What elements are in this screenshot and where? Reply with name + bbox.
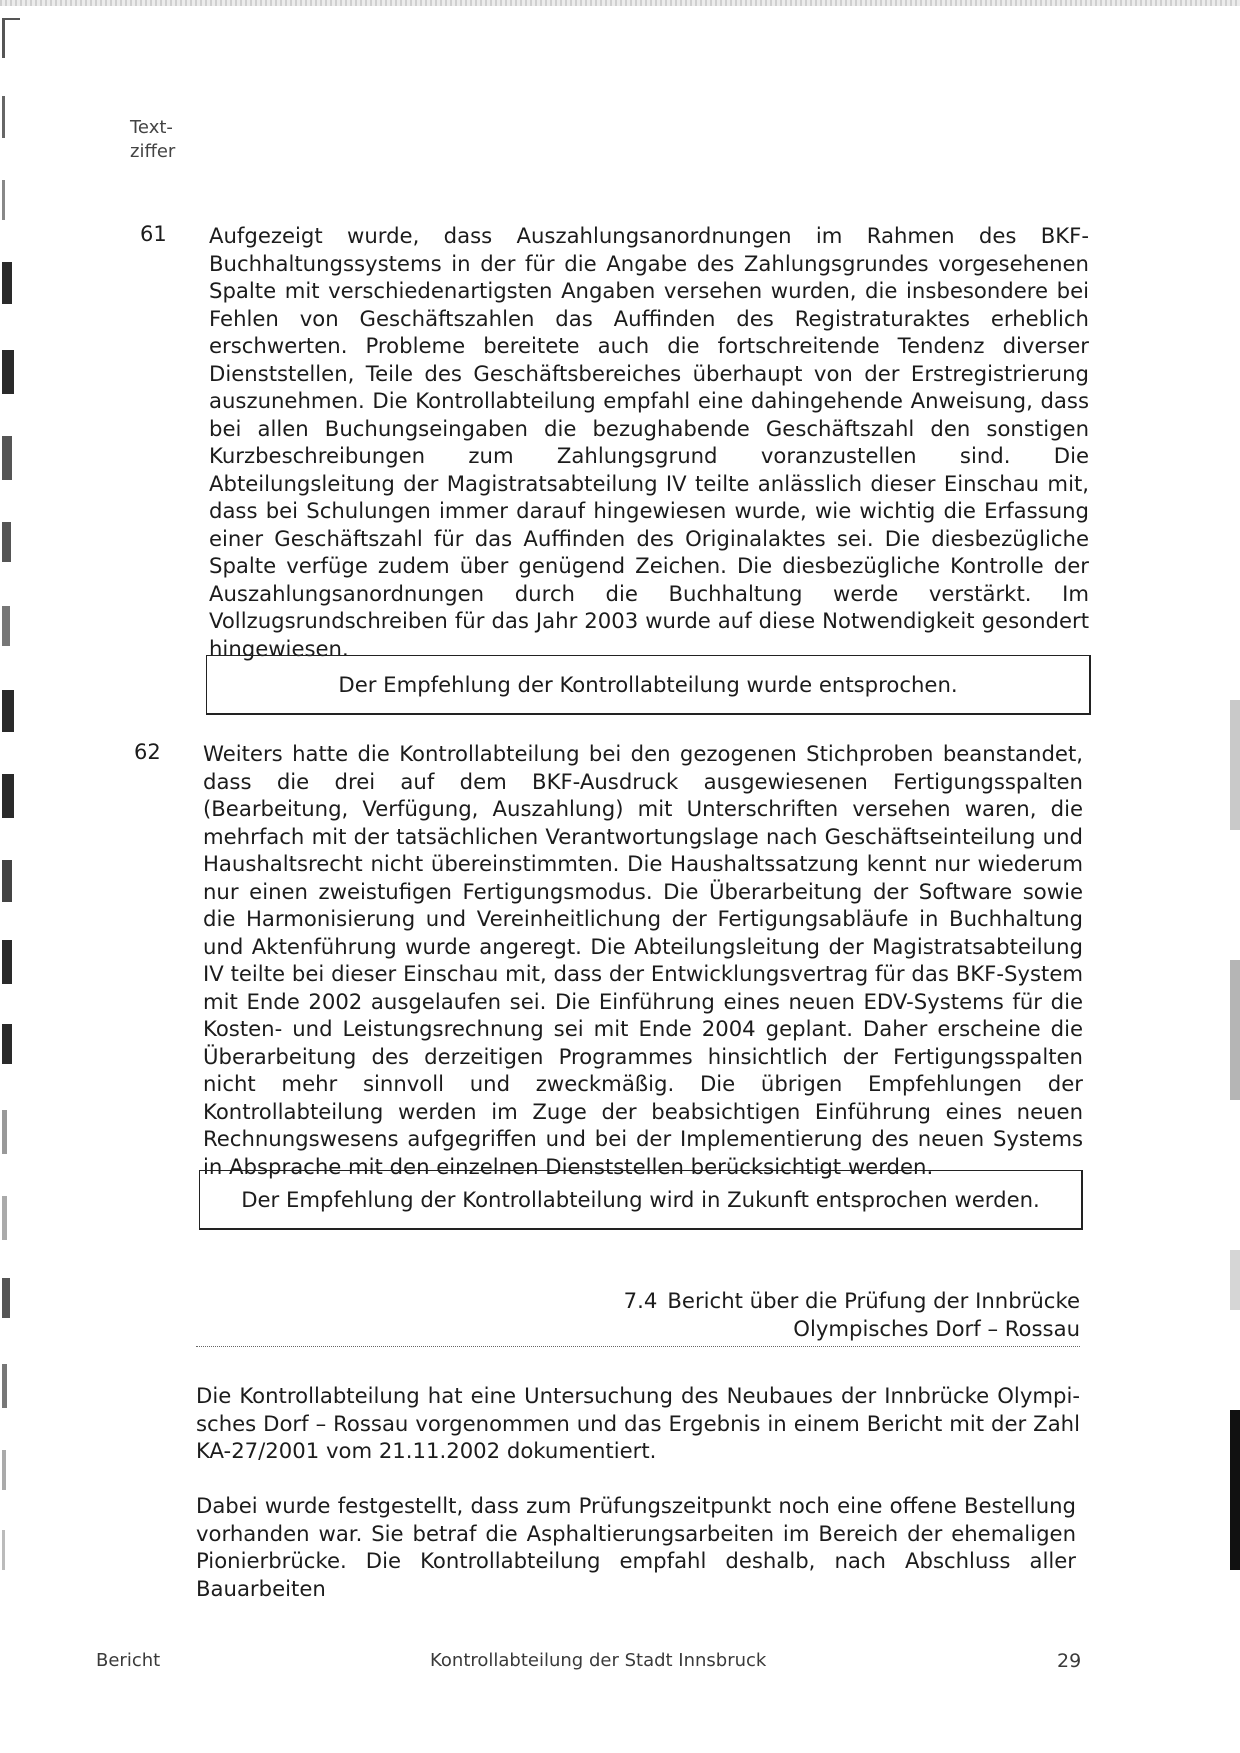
paragraph-number: 61 <box>140 222 167 246</box>
scan-edge-left <box>0 0 26 1753</box>
recommendation-box <box>206 655 1091 715</box>
footer-left: Bericht <box>96 1650 161 1671</box>
section-divider <box>196 1346 1080 1347</box>
paragraph-text: Weiters hatte die Kontrollabteilung bei den gezogenen Stichproben beanstandet, dass die drei auf dem BKF-Ausdruck ausgewiesenen Fertigungsspalten (Bearbeitung, Verfügung, Auszahlung) mit Unterschriften versehen waren, die mehrfach mit der tatsächlichen Verantwortungslage nach Geschäftseinteilung und Haushaltsrecht nicht übereinstimmten. Die Haushaltssatzung kennt nur wiederum nur einen zweistufigen Fertigungsmodus. Die Überarbeitung der Software sowie die Harmonisierung und Vereinheitlichung der Fertigungsabläufe in Buchhaltung und Aktenführung wurde angeregt. Die Abteilungsleitung der Magistratsabteilung IV teilte bei dieser Einschau mit, dass der Entwicklungsvertrag für das BKF-System mit Ende 2002 ausgelaufen sei. Die Einführung eines neuen EDV-Systems für die Kosten- und Leistungsrechnung sei mit Ende 2004 geplant. Daher erscheine die Überarbeitung des derzeitigen Programmes hinsichtlich der Fertigungsspalten nicht mehr sinnvoll und zweckmäßig. Die übrigen Empfehlungen der Kontrollabteilung werden im Zuge der beabsichtigen Einführung eines neuen Rechnungswesens aufgegriffen und bei der Implementierung des neuen Systems in Absprache mit den einzelnen Dienststellen berücksichtigt werden. <box>203 741 1083 1179</box>
section-number: 7.4 <box>623 1288 658 1313</box>
recommendation-text: Der Empfehlung der Kontrollabteilung wurde entsprochen. <box>338 672 958 697</box>
textziffer-label <box>130 116 175 164</box>
paragraph-number: 62 <box>134 740 161 764</box>
textziffer-label-line2: ziffer <box>130 141 176 162</box>
scan-edge-right <box>1226 0 1240 1753</box>
section-heading <box>624 1287 1080 1343</box>
page-number: 29 <box>1057 1650 1082 1672</box>
section-paragraph: Dabei wurde festgestellt, dass zum Prüfungszeitpunkt noch eine offene Bestellung vorhanden war. Sie betraf die Asphaltierungsarbeiten im Bereich der ehemaligen Pionierbrücke. Die Kontrollabteilung empfahl deshalb, nach Abschluss aller Bauarbeiten <box>196 1493 1076 1601</box>
section-title-line2: Olympisches Dorf – Rossau <box>793 1316 1080 1341</box>
recommendation-text: Der Empfehlung der Kontrollabteilung wird in Zukunft entsprochen werden. <box>241 1187 1040 1212</box>
footer-center: Kontrollabteilung der Stadt Innsbruck <box>430 1650 767 1671</box>
textziffer-label-line1: Text- <box>130 117 173 138</box>
section-paragraph: Die Kontrollabteilung hat eine Untersuchung des Neubaues der Innbrücke Olympisches Dorf – Rossau vorgenommen und das Ergebnis in einem Bericht mit der Zahl KA-27/2001 vom 21.11.2002 dokumentiert. <box>196 1383 1080 1463</box>
scan-edge-top <box>0 0 1240 6</box>
paragraph-text: Aufgezeigt wurde, dass Auszahlungsanordnungen im Rahmen des BKF-Buchhaltungssystems in der für die Angabe des Zahlungsgrundes vorgesehenen Spalte mit verschiedenartigsten Angaben versehen wurden, die insbesondere bei Fehlen von Geschäftszahlen das Auffinden des Registraturaktes erheblich erschwerten. Probleme bereitete auch die fortschreitende Tendenz diverser Dienststellen, Teile des Geschäftsbereiches überhaupt von der Erstregistrierung auszunehmen. Die Kontrollabteilung empfahl eine dahingehende Anweisung, dass bei allen Buchungseingaben die bezughabende Geschäftszahl den sonstigen Kurzbeschreibungen zum Zahlungsgrund voranzustellen sind. Die Abteilungsleitung der Magistratsabteilung IV teilte anlässlich dieser Einschau mit, dass bei Schulungen immer darauf hingewiesen wurde, wie wichtig die Erfassung einer Geschäftszahl für das Auffinden des Originalaktes sei. Die diesbezügliche Spalte verfüge zudem über genügend Zeichen. Die diesbezügliche Kontrolle der Auszahlungsanordnungen durch die Buchhaltung werde verstärkt. Im Vollzugsrundschreiben für das Jahr 2003 wurde auf diese Notwendigkeit gesondert hingewiesen. <box>209 223 1089 661</box>
section-title-line1: Bericht über die Prüfung der Innbrücke <box>667 1288 1080 1313</box>
recommendation-box <box>199 1170 1083 1230</box>
